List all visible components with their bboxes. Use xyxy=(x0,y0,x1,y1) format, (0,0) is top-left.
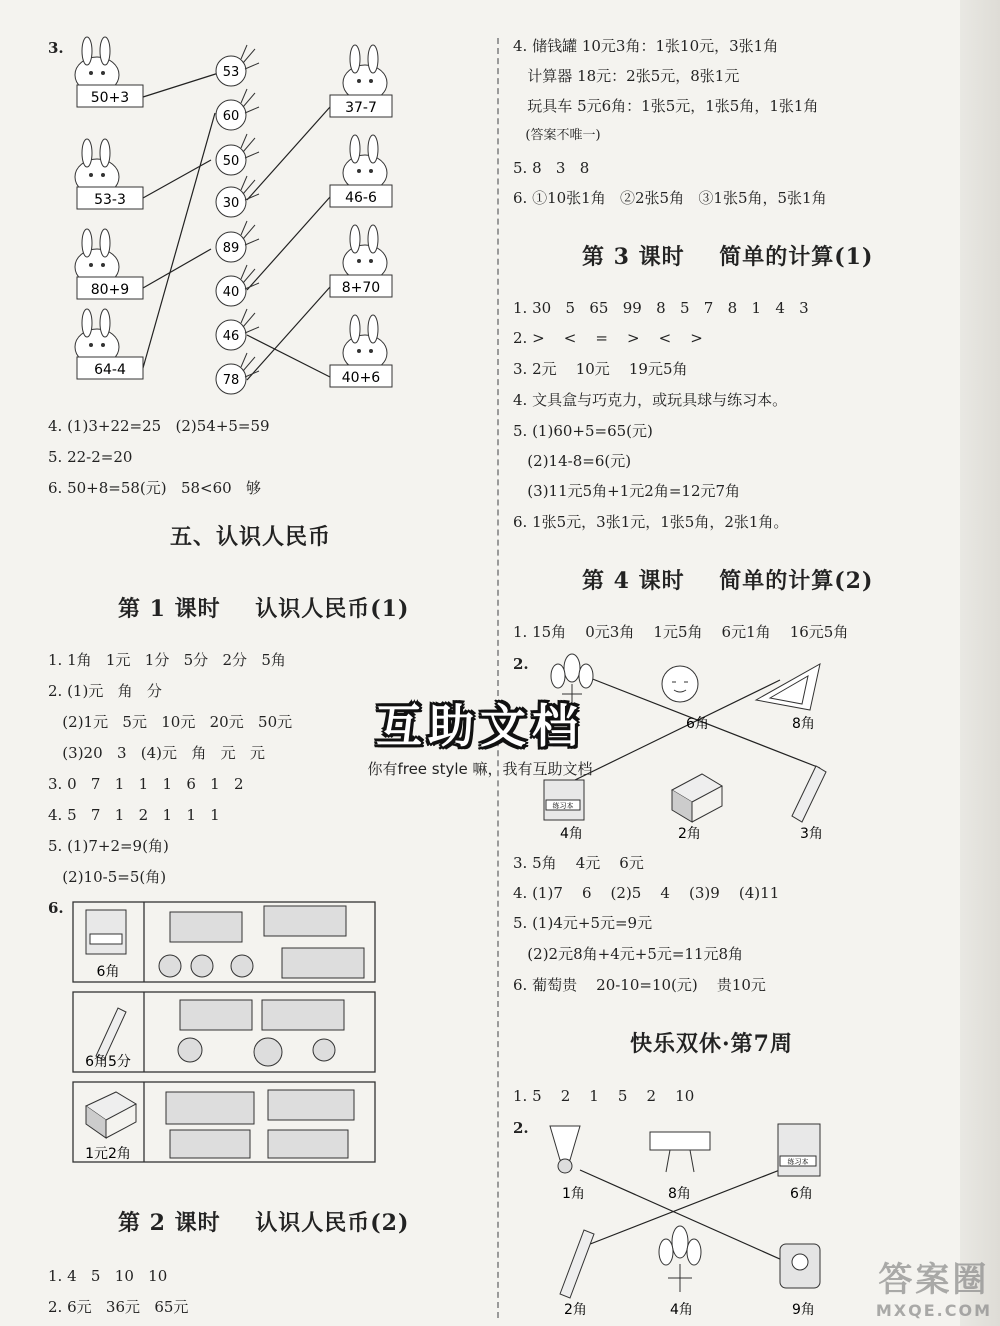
item-price-0: 6角 xyxy=(96,964,120,980)
left-box-3: 64-4 xyxy=(94,362,126,378)
coin-icon xyxy=(178,1038,335,1066)
top-line: 5. 8 3 8 xyxy=(513,159,590,177)
left-box-0: 50+3 xyxy=(90,90,130,106)
lesson3-line: 2. > < = > < > xyxy=(513,329,703,347)
price-label: 9角 xyxy=(792,1302,815,1318)
q6-answer: 6. 50+8=58(元) 58<60 够 xyxy=(48,479,261,497)
right-box-0: 37-7 xyxy=(345,100,377,116)
price-label: 6角 xyxy=(686,716,709,732)
week-q1: 1. 5 2 1 5 2 10 xyxy=(513,1087,695,1105)
right-bunnies xyxy=(330,45,392,387)
carrot-7: 78 xyxy=(222,373,240,388)
lesson4-line: (2)2元8角+4元+5元=11元8角 xyxy=(513,945,744,963)
carrot-1: 60 xyxy=(222,109,240,124)
notebook-text: 练习本 xyxy=(552,802,574,810)
lesson1-line: 4. 5 7 1 2 1 1 1 xyxy=(48,806,220,824)
lesson3-title: 第 3 课时 简单的计算(1) xyxy=(582,244,874,270)
lesson2-line: 2. 6元 36元 65元 xyxy=(48,1298,189,1316)
week-q2-label: 2. xyxy=(513,1119,529,1137)
banknote-icon xyxy=(166,1090,354,1158)
lesson3-line: 3. 2元 10元 19元5角 xyxy=(513,360,688,378)
lesson1-line: 3. 0 7 1 1 1 6 1 2 xyxy=(48,775,244,793)
lesson3-line: 6. 1张5元，3张1元，1张5角，2张1角。 xyxy=(513,513,789,531)
top-line: 玩具车 5元6角：1张5元，1张5角，1张1角 xyxy=(513,97,819,115)
shuttlecock-icon xyxy=(550,1126,580,1173)
carrot-5: 40 xyxy=(222,285,240,300)
lesson2-line: 1. 4 5 10 10 xyxy=(48,1267,168,1285)
watermark xyxy=(330,690,630,779)
lesson3-line: 4. 文具盒与巧克力，或玩具球与练习本。 xyxy=(513,391,788,409)
pencil-icon xyxy=(96,1008,126,1060)
coin-icon xyxy=(159,955,253,977)
left-box-1: 53-3 xyxy=(94,192,126,208)
lesson1-line: 1. 1角 1元 1分 5分 2分 5角 xyxy=(48,651,286,669)
banknote-icon xyxy=(180,1000,344,1030)
price-label: 1角 xyxy=(562,1186,585,1202)
price-label: 2角 xyxy=(564,1302,587,1318)
lesson3-line: 5. (1)60+5=65(元) xyxy=(513,422,653,440)
notebook-icon xyxy=(544,780,584,820)
page-edge xyxy=(960,0,1000,1326)
price-label: 6角 xyxy=(790,1186,813,1202)
watermark-title: 互助文档 xyxy=(376,699,584,753)
carrot-4: 89 xyxy=(222,241,240,256)
matching-diagram-q3 xyxy=(55,35,435,395)
right-box-3: 40+6 xyxy=(341,370,381,386)
item-price-2: 1元2角 xyxy=(85,1146,131,1162)
lesson4-line: 4. (1)7 6 (2)5 4 (3)9 (4)11 xyxy=(513,884,780,902)
carrots xyxy=(216,45,259,394)
left-bunnies xyxy=(75,37,143,379)
right-box-2: 8+70 xyxy=(341,280,381,296)
price-label: 8角 xyxy=(668,1186,691,1202)
top-line: 4. 储钱罐 10元3角：1张10元，3张1角 xyxy=(513,37,779,55)
left-box-2: 80+9 xyxy=(90,282,130,298)
notebook-icon xyxy=(86,910,126,954)
carrot-2: 50 xyxy=(222,154,240,169)
column-divider xyxy=(497,38,499,1318)
lesson1-line: 5. (1)7+2=9(角) xyxy=(48,837,169,855)
notebook-text: 练习本 xyxy=(787,1158,809,1166)
lesson1-line: 2. (1)元 角 分 xyxy=(48,682,162,700)
price-label: 2角 xyxy=(678,826,701,842)
ball-icon xyxy=(662,666,698,702)
lesson4-q2-label: 2. xyxy=(513,655,529,673)
lesson3-line: (2)14-8=6(元) xyxy=(513,452,632,470)
q6-table-label: 6. xyxy=(48,899,64,917)
ruler-icon xyxy=(650,1132,710,1172)
vegetable-icon xyxy=(659,1226,701,1292)
corner-logo xyxy=(876,1252,992,1320)
right-box-1: 46-6 xyxy=(345,190,377,206)
top-line: 6. ①10张1角 ②2张5角 ③1张5角，5张1角 xyxy=(513,189,827,207)
lesson4-title: 第 4 课时 简单的计算(2) xyxy=(582,568,874,594)
lesson4-line: 5. (1)4元+5元=9元 xyxy=(513,914,653,932)
lesson4-line: 6. 葡萄贵 20-10=10(元) 贵10元 xyxy=(513,976,766,994)
watermark-subtitle: 你有free style 嘛，我有互助文档 xyxy=(367,760,593,778)
eraser-icon xyxy=(86,1092,136,1138)
carrot-0: 53 xyxy=(222,65,240,80)
pencil-icon xyxy=(792,766,826,822)
lesson4-line: 3. 5角 4元 6元 xyxy=(513,854,644,872)
pencil-sharpener-icon xyxy=(780,1244,820,1288)
price-label: 8角 xyxy=(792,716,815,732)
price-label: 3角 xyxy=(800,826,823,842)
unit-title: 五、认识人民币 xyxy=(170,524,332,550)
lesson1-line: (2)10-5=5(角) xyxy=(48,868,167,886)
top-line: (答案不唯一) xyxy=(513,128,601,143)
q4-answer: 4. (1)3+22=25 (2)54+5=59 xyxy=(48,417,270,435)
lesson4-q1: 1. 15角 0元3角 1元5角 6元1角 16元5角 xyxy=(513,623,849,641)
pencil-icon xyxy=(560,1230,594,1298)
corner-logo-url: MXQE.COM xyxy=(875,1301,992,1320)
q3-label: 3. xyxy=(48,39,64,57)
notebook-icon xyxy=(778,1124,820,1176)
eraser-icon xyxy=(672,774,722,822)
carrot-6: 46 xyxy=(222,329,240,344)
q5-answer: 5. 22-2=20 xyxy=(48,448,133,466)
price-label: 4角 xyxy=(560,826,583,842)
corner-logo-title: 答案圈 xyxy=(878,1260,990,1300)
price-label: 4角 xyxy=(670,1302,693,1318)
lesson1-title: 第 1 课时 认识人民币(1) xyxy=(118,596,410,622)
lesson2-title: 第 2 课时 认识人民币(2) xyxy=(118,1210,410,1236)
lesson3-line: 1. 30 5 65 99 8 5 7 8 1 4 3 xyxy=(513,299,809,317)
lesson1-line: (2)1元 5元 10元 20元 50元 xyxy=(48,713,293,731)
item-price-1: 6角5分 xyxy=(85,1054,131,1070)
lesson1-line: (3)20 3 (4)元 角 元 元 xyxy=(48,744,265,762)
matching-diagram-week7 xyxy=(540,1118,850,1318)
lesson3-line: (3)11元5角+1元2角=12元7角 xyxy=(513,482,741,500)
carrot-3: 30 xyxy=(222,196,240,211)
top-line: 计算器 18元：2张5元，8张1元 xyxy=(513,67,740,85)
week-title: 快乐双休·第7周 xyxy=(630,1031,793,1057)
money-table xyxy=(72,900,378,1170)
